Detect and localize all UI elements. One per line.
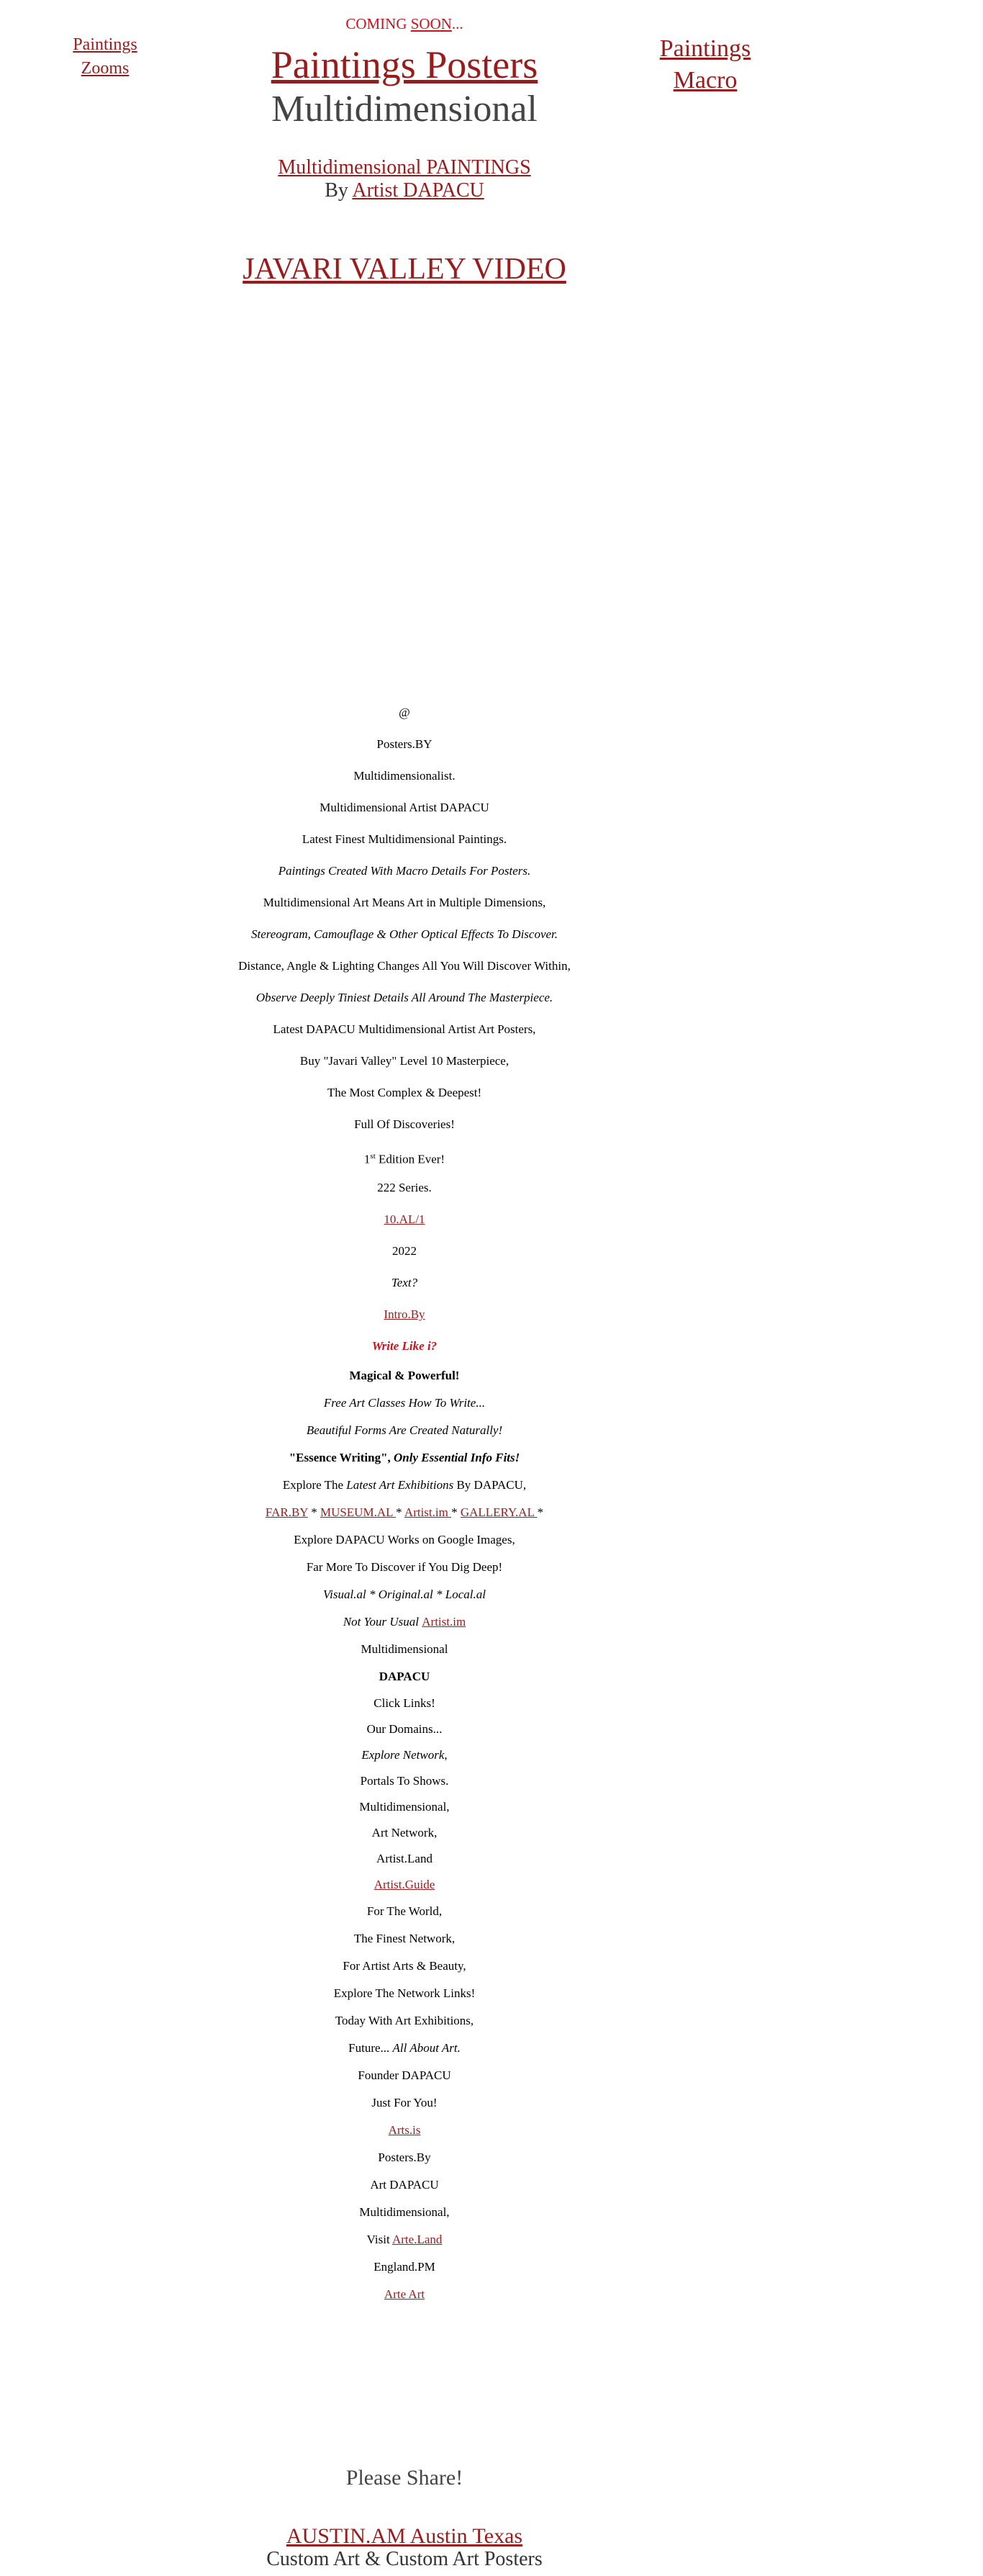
latest-dapacu-text: Latest DAPACU Multidimensional Artist Art Posters,: [273, 1022, 536, 1036]
video-embed-area[interactable]: [189, 302, 620, 677]
arts-is-link[interactable]: Arts.is: [388, 2123, 421, 2137]
by-prefix: By: [325, 179, 353, 202]
explore-network-text: Explore Network: [361, 1748, 445, 1762]
comma: ,: [444, 1748, 448, 1762]
visit-arte-land-line: [189, 2226, 620, 2253]
text-question: Text?: [391, 1276, 418, 1289]
star-separator: *: [307, 1505, 320, 1519]
multidimensionalist-text: Multidimensionalist.: [353, 769, 456, 783]
far-by-link[interactable]: FAR.BY: [265, 1505, 308, 1519]
explore-suffix: By DAPACU,: [453, 1478, 527, 1492]
javari-video-block: [189, 251, 620, 288]
artist-im-link[interactable]: Artist.im: [404, 1505, 452, 1519]
visit-prefix: Visit: [366, 2233, 392, 2246]
paintings-created-text: Paintings Created With Macro Details For Posters.: [278, 864, 531, 878]
magical-powerful-text: Magical & Powerful!: [349, 1369, 460, 1382]
beautiful-forms-text: Beautiful Forms Are Created Naturally!: [306, 1423, 503, 1437]
full-of-discoveries-text: Full Of Discoveries!: [354, 1117, 455, 1131]
for-the-world-text: For The World,: [366, 1904, 443, 1918]
artist-dapacu-link[interactable]: Artist DAPACU: [352, 179, 484, 202]
stereogram-text: Stereogram, Camouflage & Other Optical Effects To Discover.: [250, 927, 558, 941]
dapacu-text: DAPACU: [379, 1670, 430, 1683]
please-share-text: Please Share!: [345, 2466, 463, 2490]
museum-al-link[interactable]: MUSEUM.AL: [320, 1505, 397, 1519]
explore-google-text: Explore DAPACU Works on Google Images,: [294, 1533, 515, 1546]
essence-writing-text: [189, 1444, 620, 1472]
paintings-macro-link-block: [648, 33, 763, 96]
multi-art-means-text: Multidimensional Art Means Art in Multiple Dimensions,: [263, 896, 546, 909]
essence-italic: Only Essential Info Fits!: [394, 1451, 520, 1464]
portals-text: Portals To Shows.: [360, 1774, 449, 1788]
posters-by-text: Posters.BY: [376, 737, 432, 751]
page-title-block: [189, 42, 620, 88]
artist-guide-link[interactable]: Artist.Guide: [373, 1878, 435, 1891]
paintings-macro-link[interactable]: [660, 35, 751, 94]
not-usual-line: [189, 1608, 620, 1636]
explore-prefix: Explore The: [282, 1478, 347, 1492]
page-title-link[interactable]: Paintings Posters: [271, 43, 538, 86]
intro-by-link[interactable]: Intro.By: [384, 1307, 425, 1321]
soon-link[interactable]: SOON: [410, 15, 452, 32]
our-domains-text: Our Domains...: [366, 1722, 443, 1736]
gallery-al-link[interactable]: GALLERY.AL: [460, 1505, 538, 1519]
coming-text: COMING: [345, 15, 411, 32]
edition-number: 1: [363, 1152, 371, 1166]
artist-im-link-2[interactable]: Artist.im: [422, 1615, 466, 1629]
edition-superscript: st: [370, 1152, 376, 1161]
at-symbol: @: [399, 706, 410, 719]
coming-soon-banner: [189, 13, 620, 35]
for-artist-text: For Artist Arts & Beauty,: [343, 1959, 466, 1973]
not-usual-text: Not Your Usual: [343, 1615, 422, 1629]
edition-text: [189, 1140, 620, 1172]
explore-italic: Latest Art Exhibitions: [346, 1478, 454, 1492]
edition-rest: Edition Ever!: [375, 1152, 445, 1166]
al-link[interactable]: 10.AL/1: [384, 1212, 425, 1226]
just-for-you-text: Just For You!: [371, 2096, 438, 2109]
austin-block: [189, 2524, 620, 2549]
future-line: [189, 2035, 620, 2062]
far-more-text: Far More To Discover if You Dig Deep!: [306, 1560, 503, 1574]
future-italic: All About Art.: [392, 2041, 461, 2055]
artist-land-text: Artist.Land: [376, 1852, 432, 1865]
buy-javari-text: Buy "Javari Valley" Level 10 Masterpiece,: [299, 1054, 509, 1068]
multidimensional-artist-text: Multidimensional Artist DAPACU: [320, 801, 489, 814]
series-text: 222 Series.: [377, 1181, 432, 1194]
paintings-zooms-line1: Paintings: [73, 35, 137, 54]
paintings-zooms-link-block: [69, 33, 141, 81]
art-network-text: Art Network,: [371, 1826, 438, 1839]
custom-art-text: Custom Art & Custom Art Posters: [266, 2548, 543, 2570]
austin-link[interactable]: AUSTIN.AM Austin Texas: [286, 2524, 523, 2548]
page-subtitle: Multidimensional: [271, 89, 538, 130]
future-prefix: Future...: [348, 2041, 393, 2055]
domain-links-row: [189, 1499, 620, 1526]
star-separator: *: [396, 1505, 404, 1519]
multidimensional-text: Multidimensional: [361, 1642, 448, 1656]
posters-by-text-2: Posters.By: [378, 2151, 431, 2164]
free-art-classes-text: Free Art Classes How To Write...: [323, 1396, 486, 1410]
star-separator: *: [537, 1505, 544, 1519]
paintings-macro-line2: Macro: [673, 67, 738, 94]
write-like-text: Write Like i?: [371, 1339, 438, 1353]
visual-original-local-text: Visual.al * Original.al * Local.al: [323, 1588, 486, 1601]
multidimensional-paintings-link[interactable]: Multidimensional PAINTINGS: [278, 156, 531, 179]
click-links-text: Click Links!: [373, 1696, 435, 1710]
explore-exhibitions-text: [189, 1472, 620, 1499]
multidimensional-paintings-block: [189, 156, 620, 180]
england-pm-text: England.PM: [373, 2260, 435, 2274]
latest-finest-text: Latest Finest Multidimensional Paintings.: [302, 832, 507, 846]
distance-text: Distance, Angle & Lighting Changes All You Will Discover Within,: [238, 959, 571, 973]
javari-valley-video-link[interactable]: JAVARI VALLEY VIDEO: [243, 253, 566, 286]
star-separator: *: [451, 1505, 461, 1519]
paintings-zooms-link[interactable]: [73, 35, 137, 78]
most-complex-text: The Most Complex & Deepest!: [327, 1086, 482, 1099]
explore-network-links-text: Explore The Network Links!: [333, 1986, 476, 2000]
arte-land-link[interactable]: Arte.Land: [391, 2233, 443, 2246]
coming-ellipsis: ...: [451, 15, 463, 32]
today-text: Today With Art Exhibitions,: [335, 2014, 474, 2027]
by-artist-line: [189, 179, 620, 203]
observe-text: Observe Deeply Tiniest Details All Around The Masterpiece.: [255, 991, 553, 1004]
explore-network-line: [189, 1742, 620, 1768]
arte-art-link[interactable]: Arte Art: [384, 2287, 425, 2301]
art-dapacu-text: Art DAPACU: [370, 2178, 439, 2192]
content-list: [189, 697, 620, 2308]
multidimensional-comma-text: Multidimensional,: [359, 1800, 450, 1814]
multidimensional-comma-text-2: Multidimensional,: [359, 2205, 450, 2219]
essence-bold: "Essence Writing",: [289, 1451, 394, 1464]
paintings-zooms-line2: Zooms: [81, 59, 130, 78]
finest-network-text: The Finest Network,: [353, 1932, 456, 1945]
founder-text: Founder DAPACU: [358, 2068, 451, 2082]
paintings-macro-line1: Paintings: [659, 35, 751, 62]
year-text: 2022: [392, 1244, 417, 1258]
